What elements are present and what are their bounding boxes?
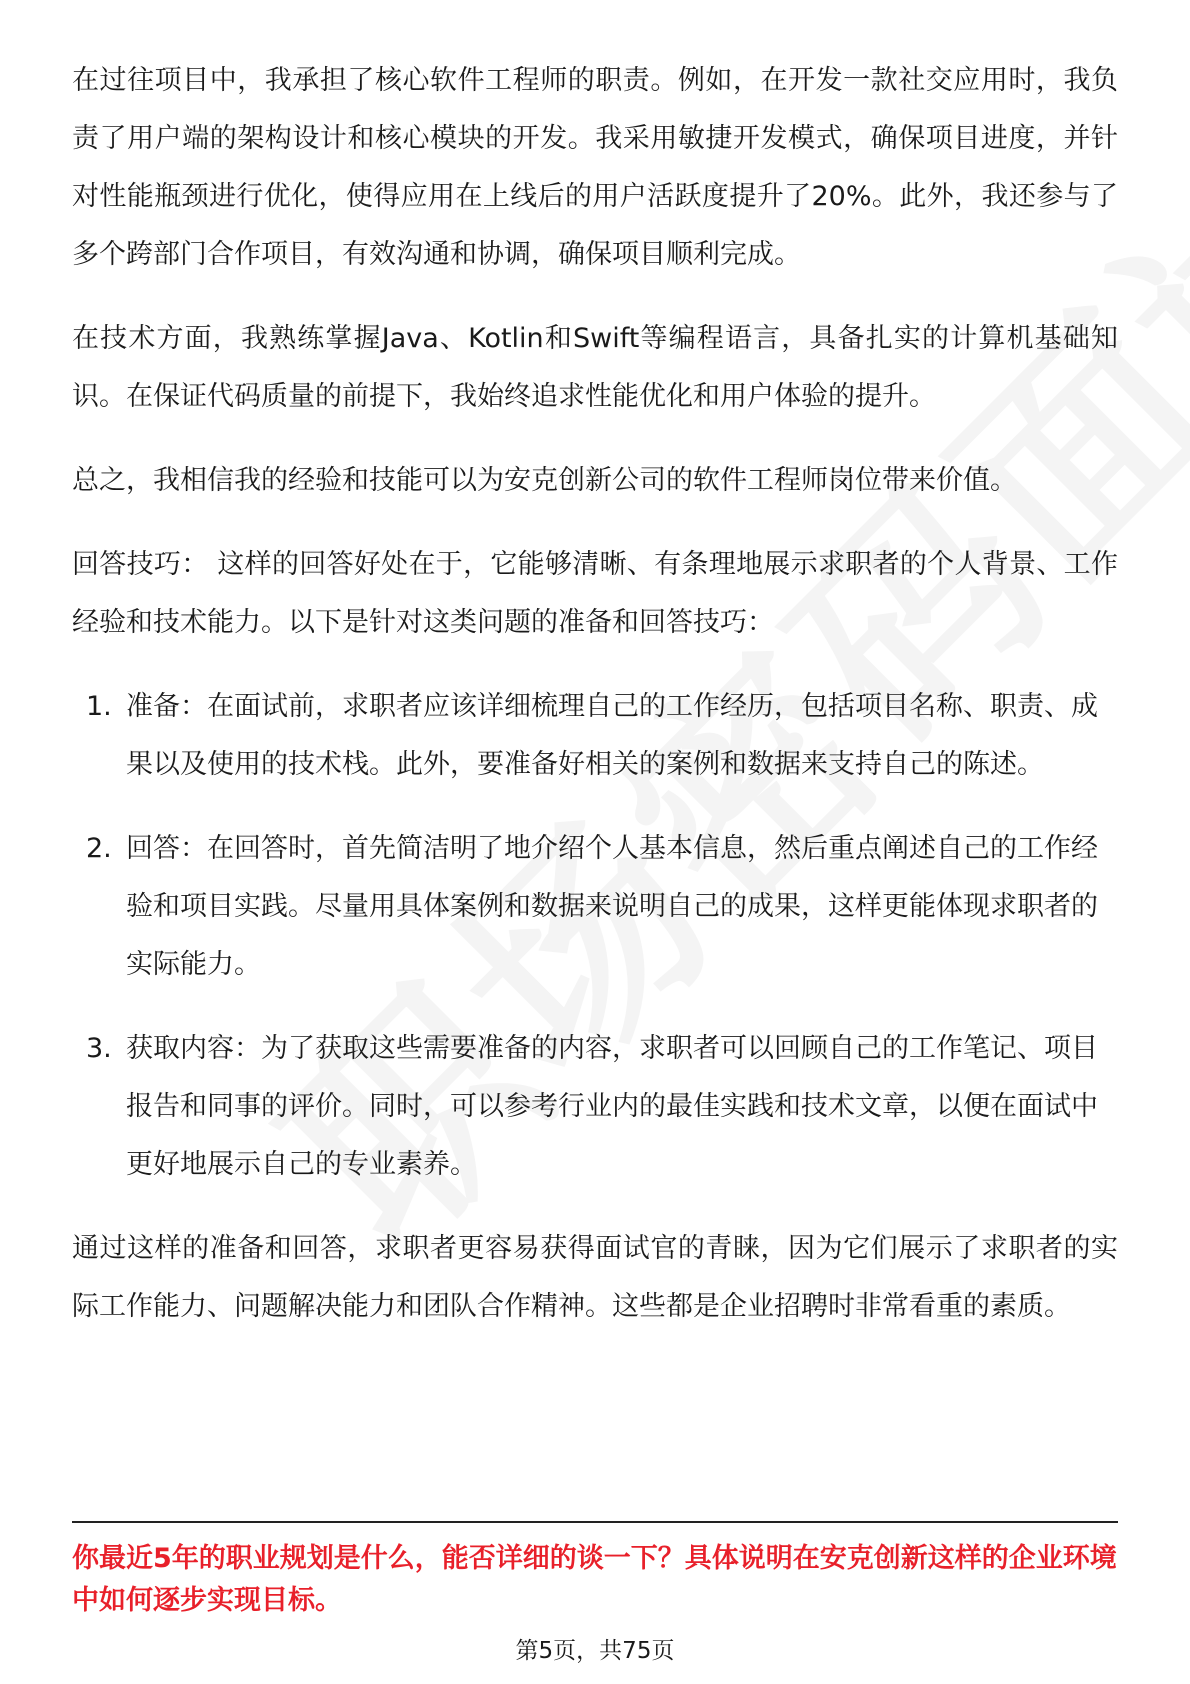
section-divider bbox=[72, 1521, 1118, 1523]
paragraph-technical-skills: 在技术方面，我熟练掌握Java、Kotlin和Swift等编程语言，具备扎实的计算机基础知识。在保证代码质量的前提下，我始终追求性能优化和用户体验的提升。 bbox=[72, 323, 1118, 412]
list-item-text: 准备：在面试前，求职者应该详细梳理自己的工作经历，包括项目名称、职责、成果以及使用的技术栈。此外，要准备好相关的案例和数据来支持自己的陈述。 bbox=[126, 691, 1098, 780]
list-item-number: 3. bbox=[86, 1033, 112, 1064]
list-item bbox=[72, 1020, 1118, 1194]
paragraph-answer-tips: 回答技巧： 这样的回答好处在于，它能够清晰、有条理地展示求职者的个人背景、工作经验和技术能力。以下是针对这类问题的准备和回答技巧： bbox=[72, 549, 1118, 638]
list-item-number: 2. bbox=[86, 833, 112, 864]
page-number: 第5页，共75页 bbox=[515, 1638, 675, 1664]
document-body bbox=[72, 52, 1118, 1362]
list-item-text: 获取内容：为了获取这些需要准备的内容，求职者可以回顾自己的工作笔记、项目报告和同事的评价。同时，可以参考行业内的最佳实践和技术文章，以便在面试中更好地展示自己的专业素养。 bbox=[126, 1033, 1098, 1180]
list-item-number: 1. bbox=[86, 691, 112, 722]
paragraph-closing: 通过这样的准备和回答，求职者更容易获得面试官的青睐，因为它们展示了求职者的实际工作能力、问题解决能力和团队合作精神。这些都是企业招聘时非常看重的素质。 bbox=[72, 1233, 1118, 1322]
list-item bbox=[72, 678, 1118, 794]
list-item-text: 回答：在回答时，首先简洁明了地介绍个人基本信息，然后重点阐述自己的工作经验和项目实践。尽量用具体案例和数据来说明自己的成果，这样更能体现求职者的实际能力。 bbox=[126, 833, 1098, 980]
tips-list bbox=[72, 678, 1118, 1194]
paragraph-project-experience: 在过往项目中，我承担了核心软件工程师的职责。例如，在开发一款社交应用时，我负责了用户端的架构设计和核心模块的开发。我采用敏捷开发模式，确保项目进度，并针对性能瓶颈进行优化，使得应用在上线后的用户活跃度提升了20%。此外，我还参与了多个跨部门合作项目，有效沟通和协调，确保项目顺利完成。 bbox=[72, 65, 1118, 270]
next-interview-question: 你最近5年的职业规划是什么，能否详细的谈一下？具体说明在安克创新这样的企业环境中如何逐步实现目标。 bbox=[72, 1543, 1117, 1616]
paragraph-summary: 总之，我相信我的经验和技能可以为安克创新公司的软件工程师岗位带来价值。 bbox=[72, 465, 1017, 496]
list-item bbox=[72, 820, 1118, 994]
